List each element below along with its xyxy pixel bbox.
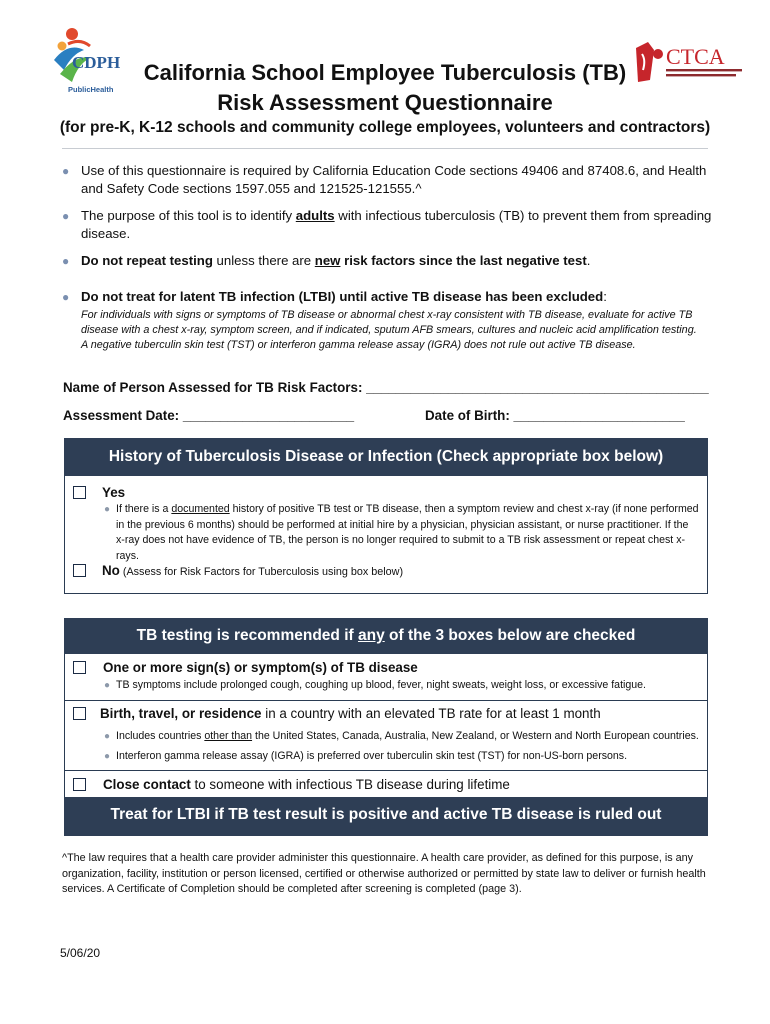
subtitle: (for pre-K, K-12 schools and community college employees, volunteers and contractors) (59, 119, 711, 136)
symptoms-note: ● TB symptoms include prolonged cough, coughing up blood, fever, night sweats, weight loss, or excessive fatigue. (104, 678, 700, 694)
bullet-icon: ● (104, 751, 111, 762)
birth-travel-label: Birth, travel, or residence in a country with an elevated TB rate for at least 1 month (100, 706, 601, 721)
no-label: No (Assess for Risk Factors for Tuberculosis using box below) (102, 563, 404, 578)
symptoms-checkbox[interactable] (73, 661, 86, 674)
testing-header: TB testing is recommended if any of the 3 boxes below are checked (64, 618, 708, 654)
title-line-1: California School Employee Tuberculosis (TB) (143, 60, 627, 85)
birth-travel-note-2: ● Interferon gamma release assay (IGRA) is preferred over tuberculin skin test (TST) for non-US-born persons. (104, 749, 700, 765)
bullet-icon: ● (62, 254, 70, 268)
no-checkbox[interactable] (73, 564, 86, 577)
title-line-2: Risk Assessment Questionnaire (217, 90, 553, 115)
birth-travel-note-1: ● Includes countries other than the United States, Canada, Australia, New Zealand, or Western and North European countries. (104, 729, 700, 745)
date-of-birth-field[interactable]: Date of Birth: _______________________ (425, 408, 685, 423)
ltbi-note-2: A negative tuberculin skin test (TST) or interferon gamma release assay (IGRA) does not rule out active TB disease. (81, 339, 636, 351)
cdph-logo-subtext: PublicHealth (68, 85, 114, 94)
bullet-icon: ● (104, 680, 111, 691)
bullet-icon: ● (62, 290, 70, 304)
yes-label: Yes (102, 485, 126, 500)
assessment-date-field[interactable]: Assessment Date: _______________________ (63, 408, 355, 423)
row-divider (64, 700, 708, 701)
bullet-education-code: ● Use of this questionnaire is required by California Education Code sections 49406 and 87408.6, and Health and Safety Code sections 1597.055 and 121525-121555.^ (62, 163, 707, 196)
ctca-logo-text: CTCA (666, 44, 725, 69)
symptoms-label: One or more sign(s) or symptom(s) of TB disease (103, 660, 418, 675)
ltbi-note-1: For individuals with signs or symptoms of TB disease or abnormal chest x-ray consistent with TB disease, evaluate for active TB disease with a chest x-ray, symptom screen, and if indicated, sputum AFB smears, cultures and nucleic acid amplification testing. (81, 309, 697, 336)
treat-ltbi-footer: Treat for LTBI if TB test result is positive and active TB disease is ruled out (64, 797, 708, 836)
yes-checkbox[interactable] (73, 486, 86, 499)
divider (62, 148, 708, 149)
bullet-icon: ● (104, 731, 111, 742)
bullet-repeat-testing: ● Do not repeat testing unless there are new risk factors since the last negative test. (62, 253, 591, 268)
name-field[interactable]: Name of Person Assessed for TB Risk Factors: ______________________________________________ (63, 380, 709, 395)
history-header: History of Tuberculosis Disease or Infection (Check appropriate box below) (64, 438, 708, 476)
revision-date: 5/06/20 (60, 946, 101, 960)
bullet-ltbi: ● Do not treat for latent TB infection (LTBI) until active TB disease has been excluded: For individuals with signs or symptoms of TB disease or abnormal chest x-ray consistent with TB disease, evaluate for active TB disease with a chest x-ray, symptom screen, and if indicated, sputum AFB smears, cultures and nucleic acid amplification testing. A negative tuberculin skin test (TST) or interferon gamma release assay (IGRA) does not rule out active TB disease. (62, 288, 712, 353)
bullet-icon: ● (62, 164, 70, 178)
bullet-purpose: ● The purpose of this tool is to identify adults with infectious tuberculosis (TB) to prevent them from spreading disease. (62, 208, 712, 241)
cdph-logo-text: CDPH (72, 53, 121, 72)
close-contact-label: Close contact to someone with infectious TB disease during lifetime (103, 777, 510, 792)
bullet-icon: ● (62, 209, 70, 223)
yes-note: ● If there is a documented history of positive TB test or TB disease, then a symptom review and chest x-ray (if none performed in the previous 6 months) should be performed at initial hire by a physician, physician assistant, or nurse practitioner. If the x-ray does not have evidence of TB, the person is no longer required to submit to a TB risk assessment or repeat chest x-rays. (104, 503, 699, 562)
footnote: ^The law requires that a health care provider administer this questionnaire. A health care provider, as defined for this purpose, is any organization, facility, institution or person licensed, certified or otherwise authorized or permitted by state law to deliver or furnish health services. A Certificate of Completion should be completed after screening is completed (page 3). (62, 852, 706, 895)
birth-travel-checkbox[interactable] (73, 707, 86, 720)
bullet-icon: ● (104, 504, 111, 515)
row-divider (64, 770, 708, 771)
close-contact-checkbox[interactable] (73, 778, 86, 791)
